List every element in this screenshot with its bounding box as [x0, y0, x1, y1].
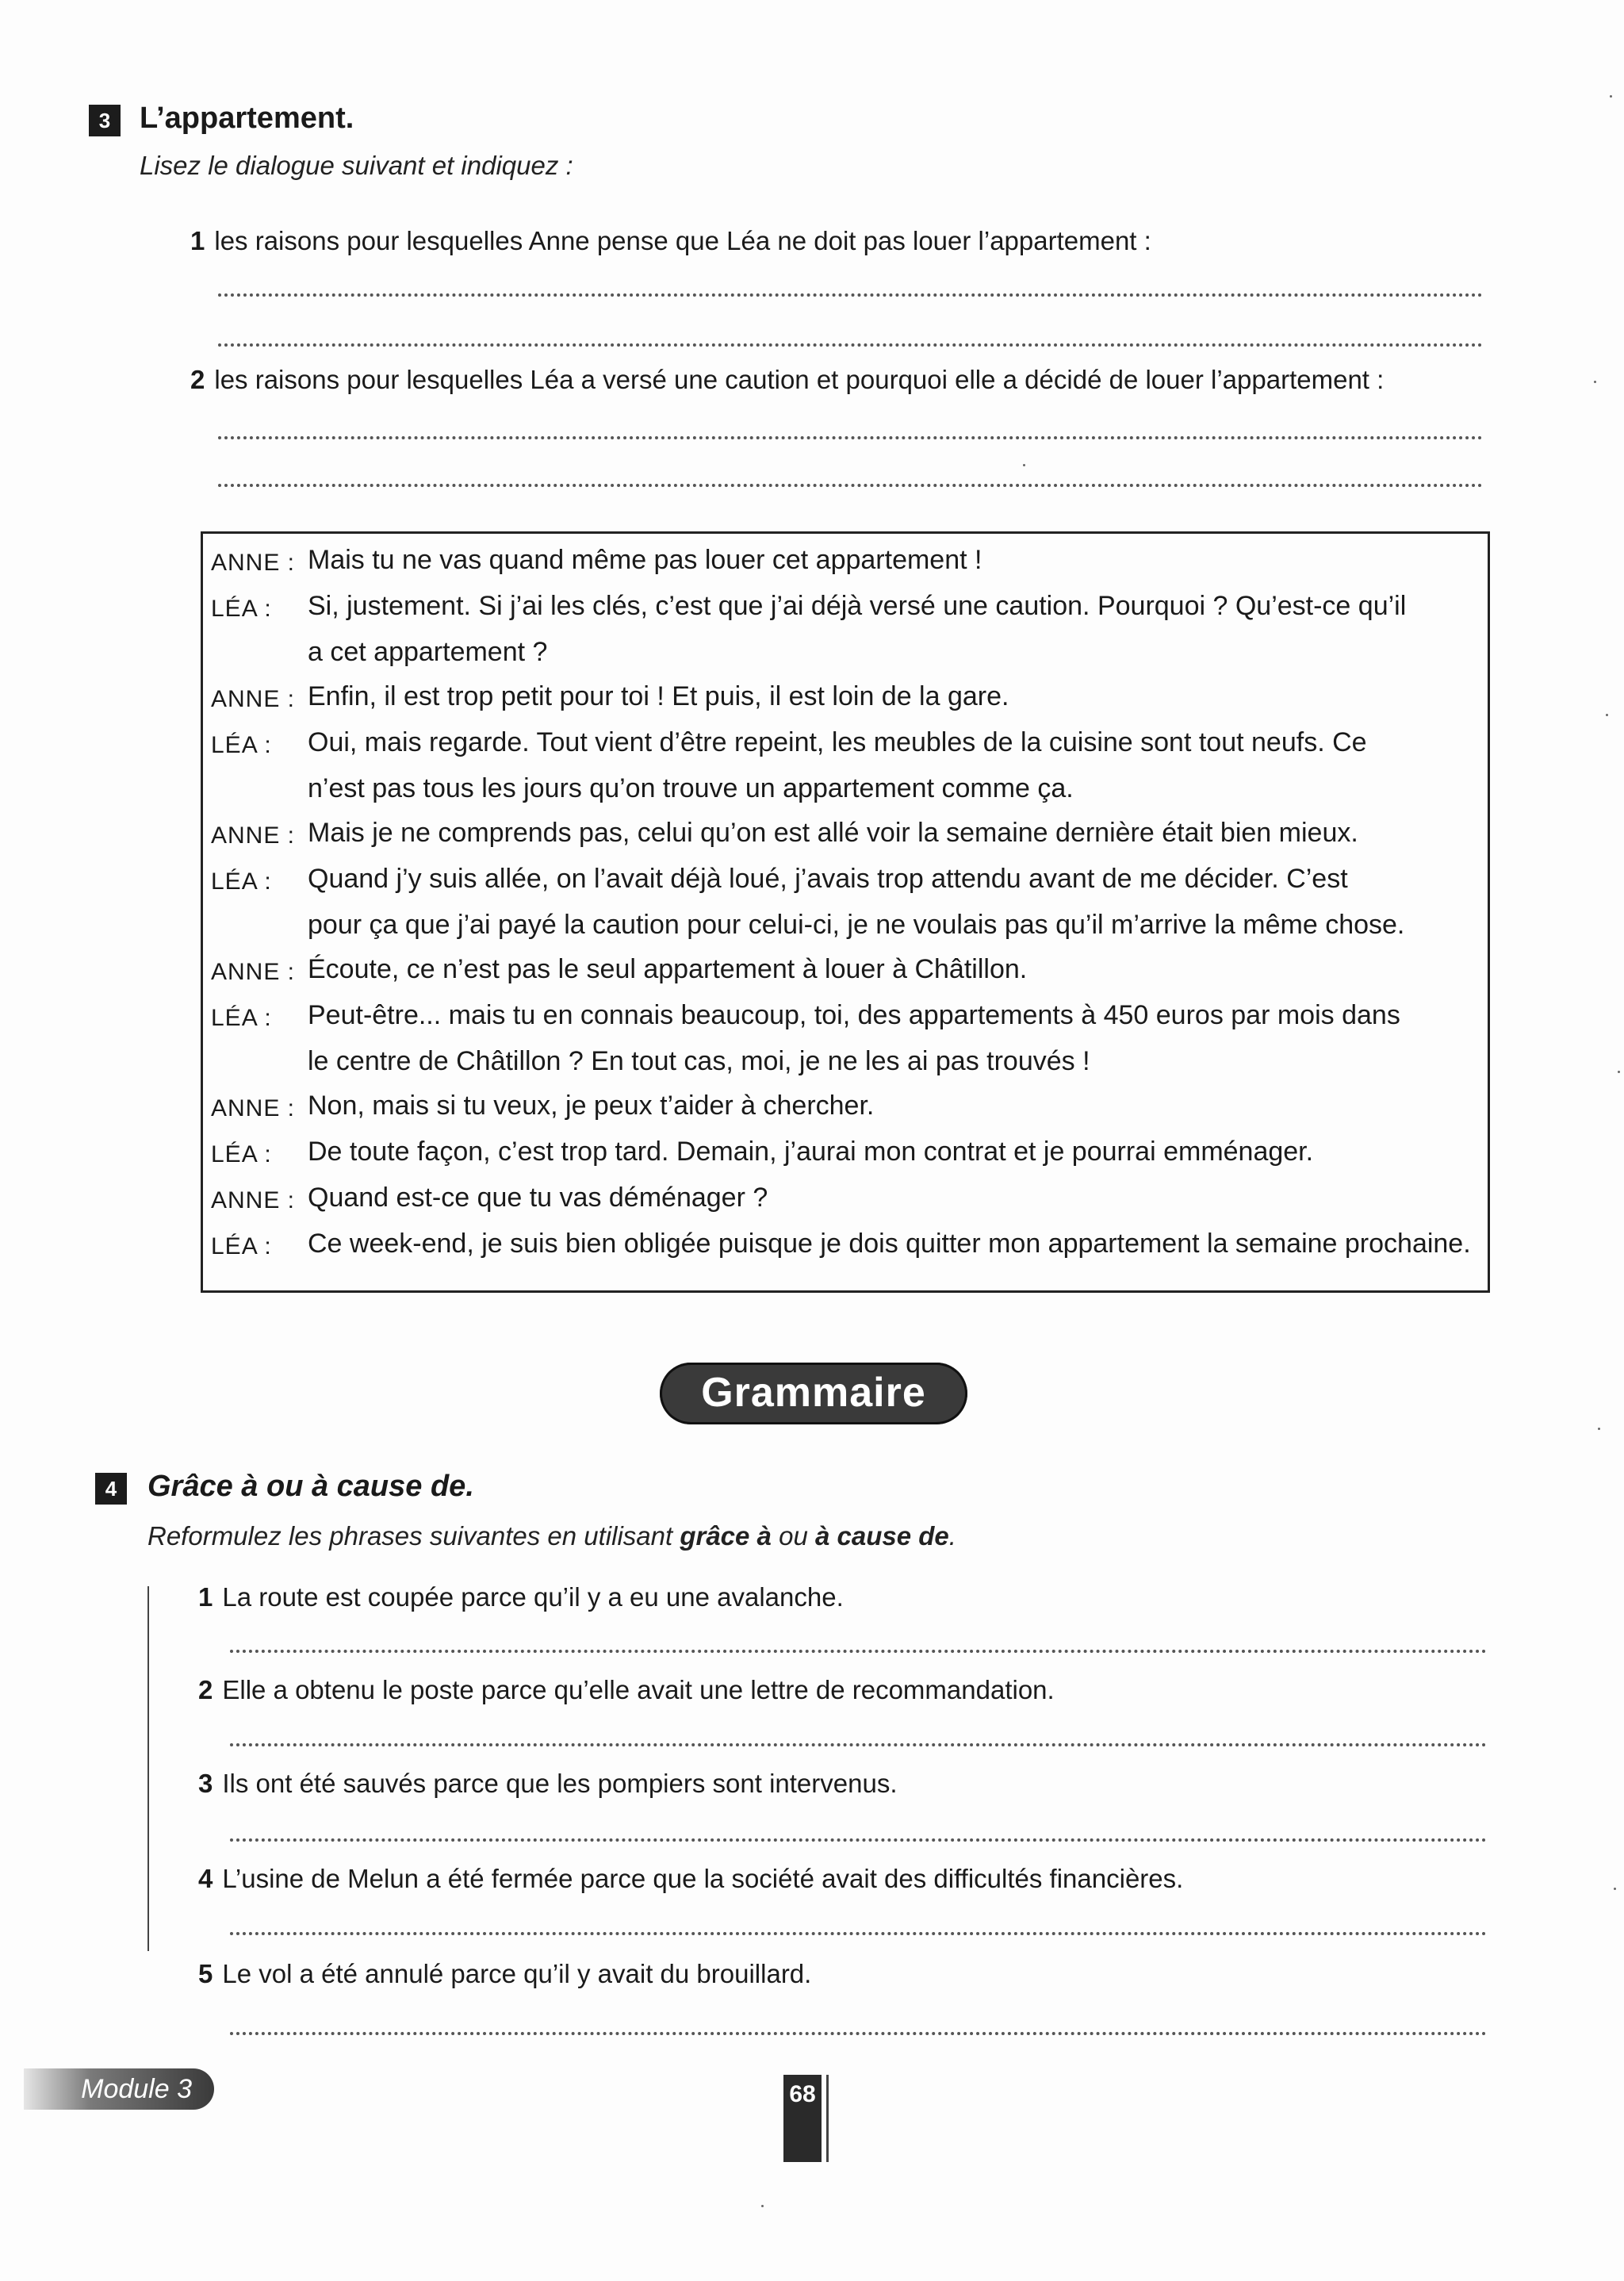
speaker: ANNE :: [211, 1095, 296, 1121]
speaker: ANNE :: [211, 822, 296, 849]
sentence-text: Le vol a été annulé parce qu’il y avait du brouillard.: [222, 1959, 812, 1988]
dialogue-box: [201, 531, 1490, 1293]
answer-line-1a[interactable]: [218, 293, 1483, 297]
keyword-a-cause-de: à cause de: [814, 1521, 949, 1551]
dialogue-line: pour ça que j’ai payé la caution pour celui-ci, je ne voulais pas qu’il m’arrive la même chose.: [308, 910, 1405, 940]
dialogue-line: n’est pas tous les jours qu’on trouve un appartement comme ça.: [308, 773, 1074, 803]
answer-line-s1[interactable]: [230, 1650, 1487, 1653]
sentence-text: L’usine de Melun a été fermée parce que la société avait des difficultés financières.: [222, 1864, 1184, 1893]
dialogue-line: Écoute, ce n’est pas le seul appartement à louer à Châtillon.: [308, 954, 1028, 984]
exercise-4-number: 4: [95, 1473, 127, 1505]
sentence-text: Ils ont été sauvés parce que les pompiers sont intervenus.: [222, 1769, 898, 1798]
module-tab: Module 3: [24, 2068, 214, 2110]
sentence-number: 5: [198, 1959, 213, 1988]
dialogue-line: Si, justement. Si j’ai les clés, c’est que j’ai déjà versé une caution. Pourquoi ? Qu’est-ce qu’il: [308, 591, 1407, 621]
exercise-3-question-1: [190, 226, 1151, 256]
scan-speck: [1614, 1888, 1616, 1890]
page-number: 68: [783, 2075, 822, 2162]
exercise-4-instruction: [147, 1521, 956, 1551]
grammar-section-banner: Grammaire: [660, 1363, 967, 1424]
sentence-number: 1: [198, 1582, 213, 1612]
speaker: ANNE :: [211, 1187, 296, 1213]
speaker: ANNE :: [211, 686, 296, 712]
scan-speck: [1606, 714, 1608, 716]
dialogue-line: Oui, mais regarde. Tout vient d’être repeint, les meubles de la cuisine sont tout neufs. Ce: [308, 727, 1367, 757]
dialogue-line: Mais je ne comprends pas, celui qu’on est allé voir la semaine dernière était bien mieux.: [308, 818, 1358, 848]
dialogue-line: Quand est-ce que tu vas déménager ?: [308, 1183, 768, 1213]
question-text: les raisons pour lesquelles Anne pense que Léa ne doit pas louer l’appartement :: [214, 226, 1151, 255]
margin-rule: [147, 1586, 149, 1951]
sentence-number: 3: [198, 1769, 213, 1798]
dialogue-line: Quand j’y suis allée, on l’avait déjà loué, j’avais trop attendu avant de me décider. C’est: [308, 864, 1348, 894]
exercise-4-sentence-1: [198, 1582, 844, 1612]
exercise-4-sentence-3: [198, 1769, 898, 1799]
answer-line-1b[interactable]: [218, 343, 1483, 347]
answer-line-s4[interactable]: [230, 1932, 1487, 1935]
question-text: les raisons pour lesquelles Léa a versé une caution et pourquoi elle a décidé de louer l’appartement :: [214, 365, 1385, 394]
sentence-number: 4: [198, 1864, 213, 1893]
dialogue-line: Non, mais si tu veux, je peux t’aider à chercher.: [308, 1091, 875, 1121]
answer-line-s5[interactable]: [230, 2032, 1487, 2035]
exercise-3-title: L’appartement.: [140, 102, 354, 135]
exercise-4-sentence-4: [198, 1864, 1183, 1894]
speaker: LÉA :: [211, 1141, 272, 1167]
scan-speck: [761, 2205, 764, 2207]
speaker: LÉA :: [211, 1005, 272, 1031]
dialogue-line: Mais tu ne vas quand même pas louer cet appartement !: [308, 545, 982, 575]
exercise-3-instruction: Lisez le dialogue suivant et indiquez :: [140, 151, 573, 180]
exercise-4-sentence-2: [198, 1675, 1055, 1705]
dialogue-line: Peut-être... mais tu en connais beaucoup, toi, des appartements à 450 euros par mois dans: [308, 1000, 1400, 1030]
keyword-grace-a: grâce à: [680, 1521, 772, 1551]
dialogue-line: Enfin, il est trop petit pour toi ! Et puis, il est loin de la gare.: [308, 681, 1009, 711]
speaker: ANNE :: [211, 959, 296, 985]
exercise-4-sentence-5: [198, 1959, 811, 1989]
answer-line-s2[interactable]: [230, 1743, 1487, 1746]
instruction-text: ou: [771, 1521, 815, 1551]
speaker: LÉA :: [211, 596, 272, 622]
instruction-text: .: [948, 1521, 956, 1551]
dialogue-line: le centre de Châtillon ? En tout cas, moi, je ne les ai pas trouvés !: [308, 1046, 1090, 1076]
dialogue-line: De toute façon, c’est trop tard. Demain, j’aurai mon contrat et je pourrai emménager.: [308, 1137, 1314, 1167]
scan-speck: [1598, 1428, 1600, 1430]
sentence-text: Elle a obtenu le poste parce qu’elle avait une lettre de recommandation.: [222, 1675, 1055, 1704]
answer-line-2b[interactable]: [218, 484, 1483, 487]
dialogue-line: Ce week-end, je suis bien obligée puisque je dois quitter mon appartement la semaine prochaine.: [308, 1229, 1471, 1259]
scan-speck: [1618, 1071, 1620, 1073]
answer-line-s3[interactable]: [230, 1838, 1487, 1842]
exercise-3-question-2: [190, 365, 1384, 395]
scan-speck: [1023, 464, 1025, 466]
speaker: LÉA :: [211, 732, 272, 758]
sentence-number: 2: [198, 1675, 213, 1704]
sentence-text: La route est coupée parce qu’il y a eu une avalanche.: [222, 1582, 844, 1612]
scan-speck: [1594, 381, 1596, 383]
answer-line-2a[interactable]: [218, 436, 1483, 439]
question-number: 2: [190, 365, 205, 394]
exercise-4-title: Grâce à ou à cause de.: [147, 1470, 474, 1503]
question-number: 1: [190, 226, 205, 255]
exercise-3-number: 3: [89, 105, 121, 136]
speaker: LÉA :: [211, 1233, 272, 1259]
speaker: ANNE :: [211, 550, 296, 576]
dialogue-line: a cet appartement ?: [308, 637, 548, 667]
scan-speck: [1610, 95, 1612, 98]
speaker: LÉA :: [211, 868, 272, 895]
page-number-rule: [826, 2075, 829, 2162]
instruction-text: Reformulez les phrases suivantes en utilisant: [147, 1521, 680, 1551]
